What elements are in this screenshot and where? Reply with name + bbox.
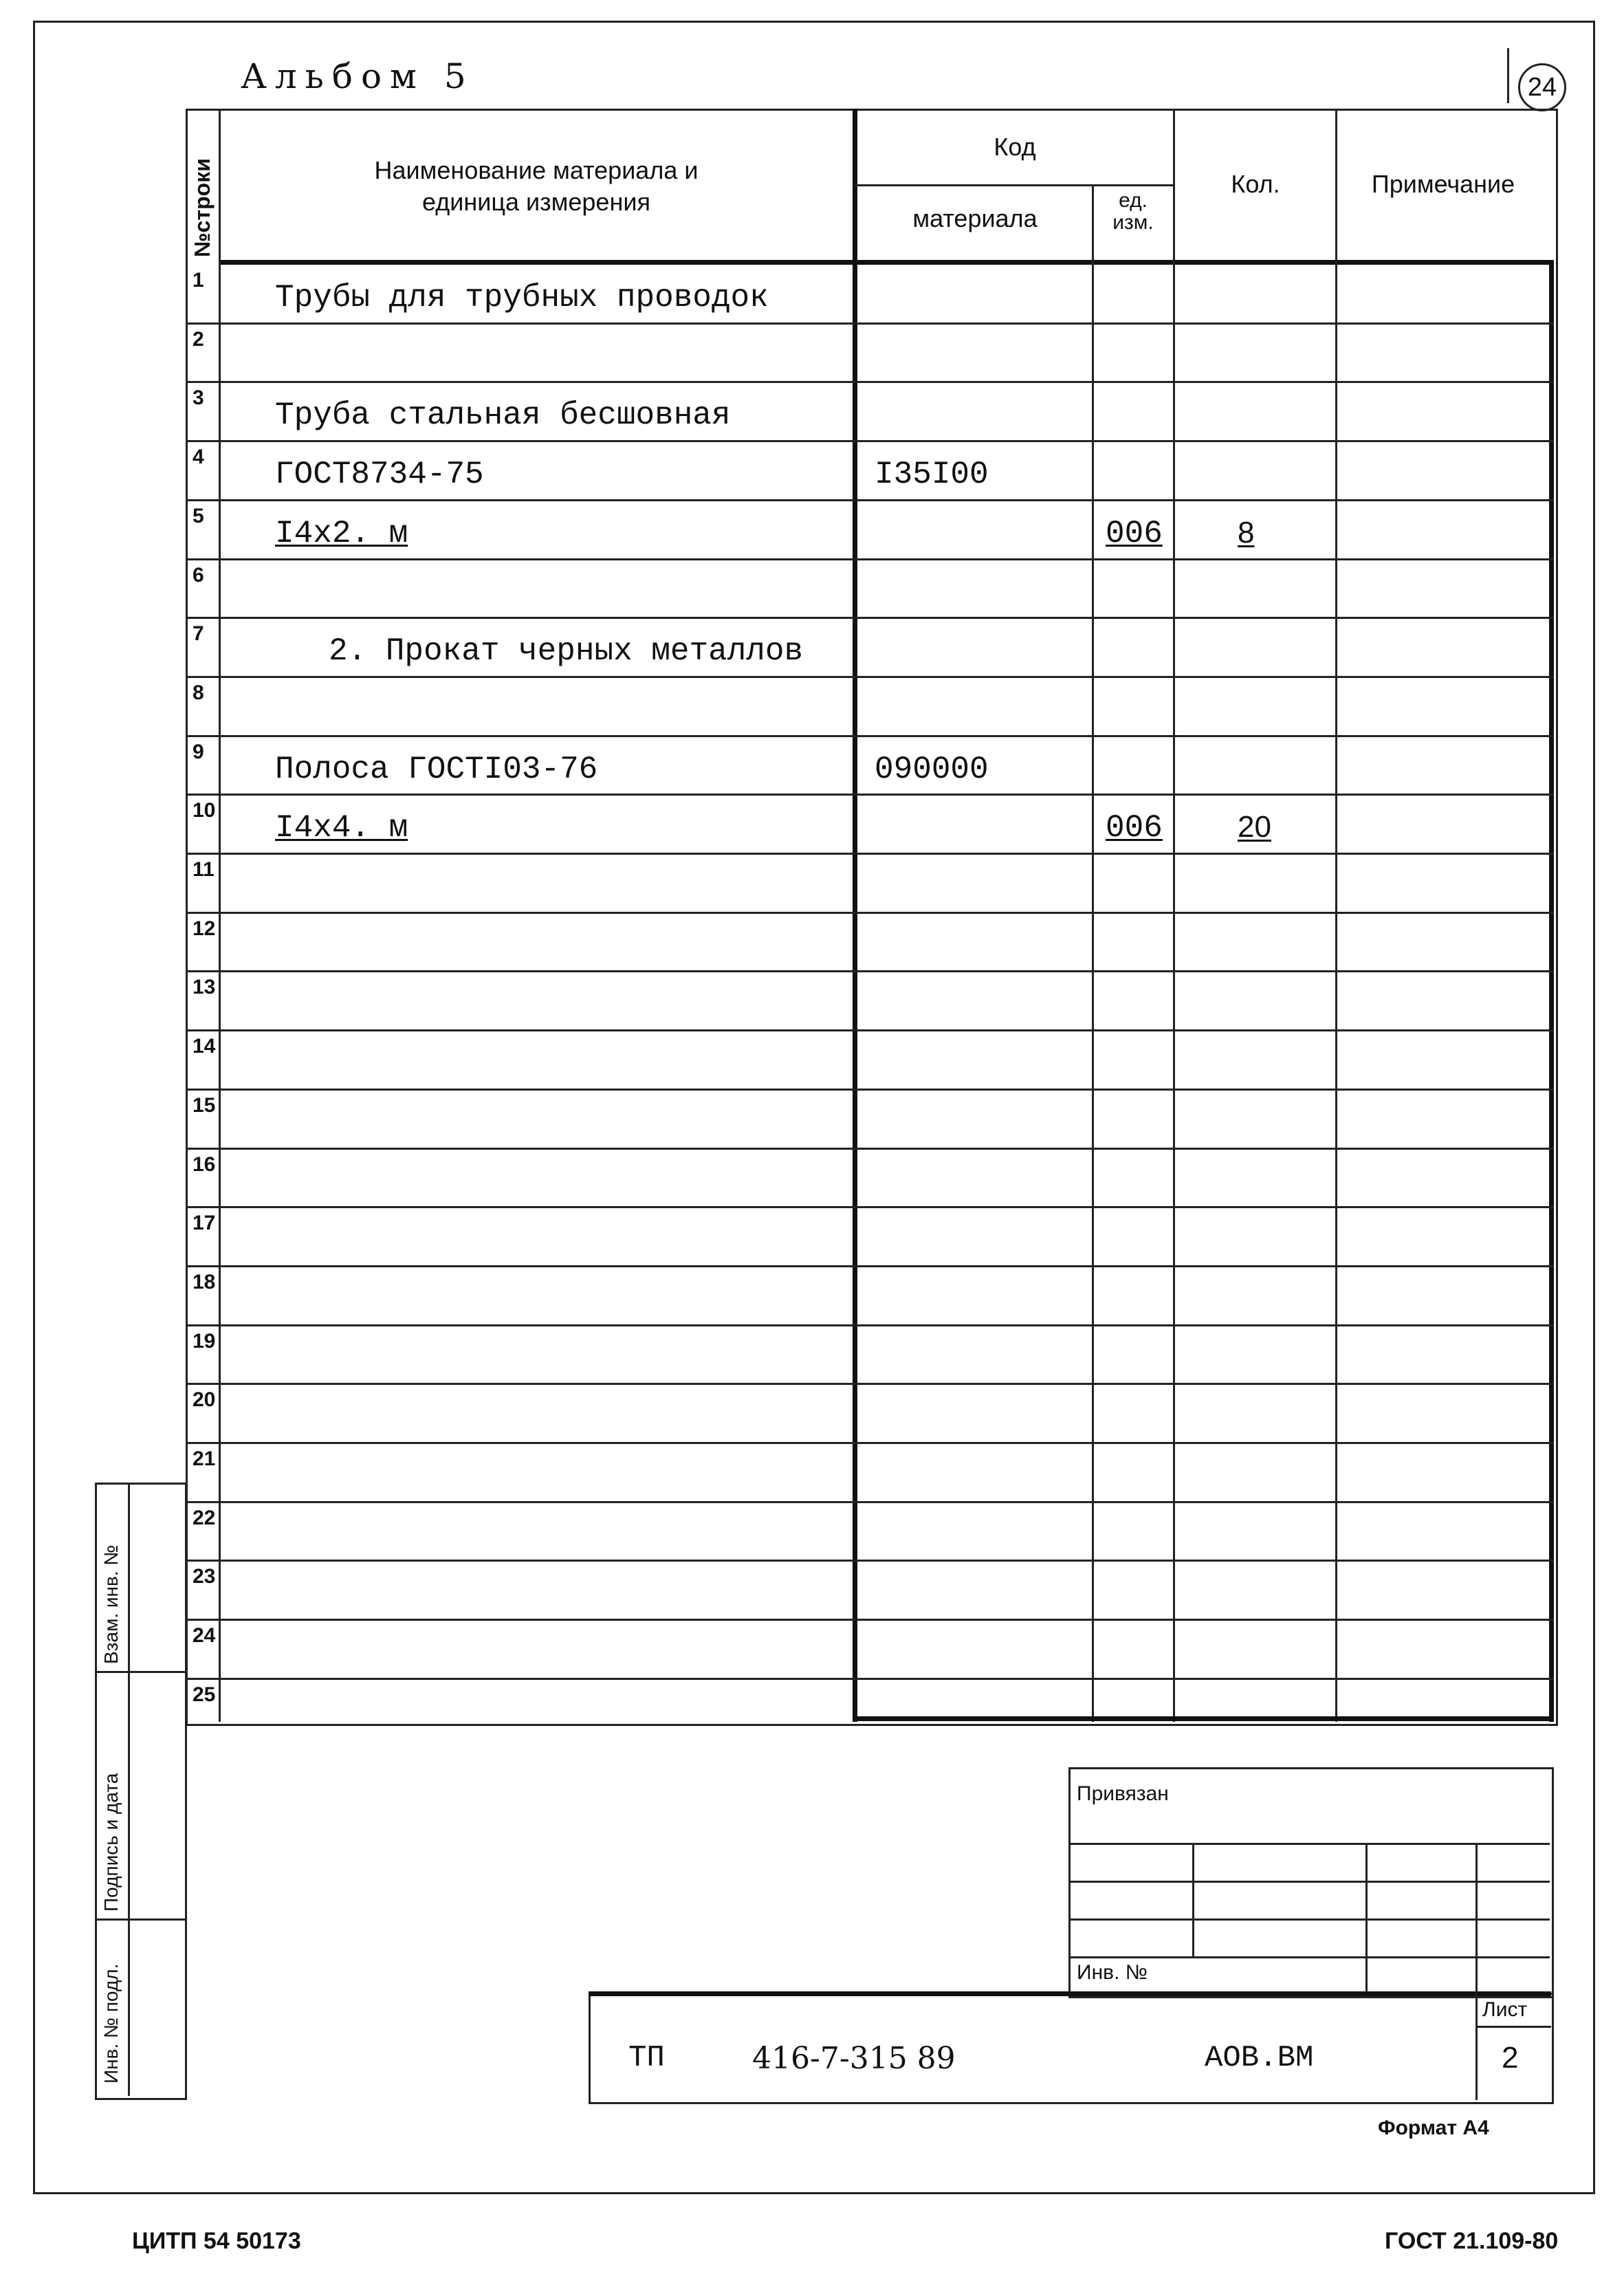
row-line — [186, 912, 1554, 914]
row-number: 21 — [193, 1447, 216, 1470]
row-line — [186, 1383, 1554, 1385]
row-line — [186, 735, 1554, 737]
side-stamp-line-2 — [95, 1918, 186, 1921]
row-number: 8 — [193, 681, 204, 704]
row-line — [186, 1501, 1554, 1503]
row-name: ГОСТ8734-75 — [275, 457, 484, 492]
header-code-material: материала — [912, 204, 1038, 232]
sheet-label: Лист — [1482, 1998, 1528, 2021]
row-name: I4x4. м — [275, 810, 408, 846]
row-line — [186, 381, 1554, 383]
page-number: 24 — [1527, 73, 1557, 102]
row-unit-code: 006 — [1106, 516, 1163, 551]
row-number: 22 — [193, 1507, 216, 1529]
header-note: Примечание — [1371, 170, 1515, 198]
row-line — [186, 1029, 1554, 1031]
doc-prefix: ТП — [628, 2041, 665, 2075]
binding-line-1 — [1068, 1843, 1550, 1845]
sheet-col-line — [1475, 1993, 1478, 2100]
row-line — [186, 322, 1554, 325]
header-separator — [220, 260, 1554, 265]
row-material-code: 090000 — [875, 752, 989, 787]
row-number: 6 — [193, 564, 204, 587]
inv-no-label: Инв. № — [1077, 1961, 1148, 1984]
footer-left-code: ЦИТП 54 50173 — [132, 2228, 301, 2254]
side-stamp-replace-inv: Взам. инв. № — [100, 1544, 122, 1664]
row-name: Труба стальная бесшовная — [275, 397, 731, 433]
header-code-unit-1: ед. — [1119, 189, 1148, 212]
row-number: 10 — [193, 799, 216, 822]
album-label: Альбом 5 — [241, 56, 474, 96]
title-top-rule — [589, 1991, 1551, 1996]
col-line-material — [1092, 184, 1094, 1722]
side-stamp-original-inv: Инв. № подл. — [100, 1963, 122, 2084]
row-line — [186, 440, 1554, 442]
row-line — [186, 1324, 1554, 1326]
row-name: Полоса ГОСТI03-76 — [275, 752, 598, 787]
col-line-name — [853, 109, 857, 1722]
binding-line-4 — [1068, 1956, 1550, 1958]
binding-col-2 — [1365, 1843, 1368, 1994]
row-name: Трубы для трубных проводок — [275, 280, 769, 316]
sheet-value: 2 — [1502, 2041, 1519, 2075]
header-code-unit-2: изм. — [1112, 211, 1154, 234]
row-name: I4x2. м — [275, 516, 408, 551]
sheet-label-line — [1475, 2026, 1551, 2028]
row-number: 19 — [193, 1330, 216, 1353]
row-line — [186, 1678, 1554, 1680]
row-line — [186, 794, 1554, 796]
row-number: 13 — [193, 976, 216, 998]
row-number: 12 — [193, 917, 216, 940]
binding-label: Привязан — [1077, 1782, 1169, 1805]
format-label: Формат А4 — [1378, 2117, 1489, 2139]
row-number: 25 — [193, 1683, 216, 1706]
header-name-line2: единица измерения — [422, 188, 650, 216]
row-unit-code: 006 — [1106, 810, 1163, 846]
row-line — [186, 1206, 1554, 1208]
row-material-code: I35I00 — [875, 457, 989, 492]
row-quantity: 20 — [1238, 810, 1271, 844]
row-number: 20 — [193, 1388, 216, 1411]
row-line — [186, 1265, 1554, 1267]
row-line — [186, 499, 1554, 501]
row-number: 4 — [193, 446, 204, 468]
row-line — [186, 1442, 1554, 1444]
header-row-number: №строки — [190, 158, 215, 257]
row-line — [186, 970, 1554, 972]
row-number: 14 — [193, 1035, 216, 1058]
row-number: 9 — [193, 741, 204, 763]
row-number: 3 — [193, 386, 204, 409]
row-number: 17 — [193, 1212, 216, 1234]
row-number: 1 — [193, 269, 204, 292]
binding-line-3 — [1068, 1918, 1550, 1921]
side-stamp-divider — [128, 1483, 130, 2096]
page-number-tick — [1507, 48, 1509, 103]
row-number: 11 — [193, 858, 215, 881]
row-line — [186, 617, 1554, 619]
row-number: 7 — [193, 622, 204, 645]
row-line — [186, 676, 1554, 678]
page-number-circle — [1518, 63, 1566, 111]
row-line — [186, 1619, 1554, 1621]
doc-number: 416-7-315 89 — [752, 2041, 956, 2076]
header-code: Код — [994, 133, 1036, 161]
row-line — [186, 1560, 1554, 1562]
row-number: 23 — [193, 1565, 216, 1588]
header-name-line1: Наименование материала и — [374, 156, 699, 184]
row-line — [186, 1148, 1554, 1150]
footer-right-standard: ГОСТ 21.109-80 — [1385, 2228, 1559, 2254]
title-block — [589, 1993, 1554, 2104]
row-number: 24 — [193, 1624, 216, 1647]
row-number: 2 — [193, 328, 204, 351]
row-number: 18 — [193, 1271, 216, 1293]
code-subheader-line — [855, 184, 1174, 186]
table-bottom-rule — [853, 1716, 1554, 1721]
side-stamp-line-1 — [95, 1671, 186, 1673]
row-number: 5 — [193, 505, 204, 527]
row-number: 16 — [193, 1153, 216, 1176]
col-line-unit — [1173, 109, 1175, 1722]
row-quantity: 8 — [1238, 516, 1255, 549]
doc-code: АОВ.ВМ — [1205, 2041, 1314, 2075]
header-qty: Кол. — [1231, 170, 1280, 198]
binding-col-3 — [1475, 1843, 1478, 1994]
row-line — [186, 1089, 1554, 1091]
spec-table — [186, 109, 1558, 1726]
row-line — [186, 853, 1554, 855]
side-stamp-signature-date: Подпись и дата — [100, 1773, 122, 1912]
col-line-qty — [1335, 109, 1337, 1722]
row-name: 2. Прокат черных металлов — [329, 633, 804, 669]
row-line — [186, 558, 1554, 560]
row-number: 15 — [193, 1094, 216, 1117]
binding-col-1 — [1192, 1843, 1194, 1956]
binding-line-2 — [1068, 1881, 1550, 1883]
